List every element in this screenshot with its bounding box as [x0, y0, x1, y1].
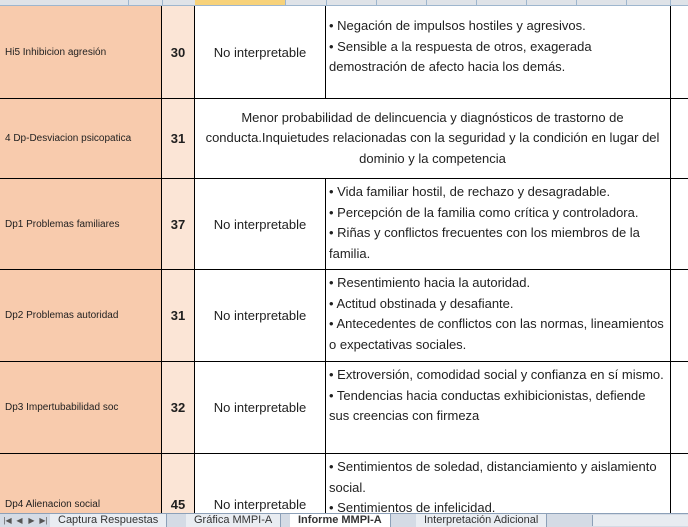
- column-header[interactable]: [0, 0, 129, 5]
- next-sheet-icon[interactable]: ▶: [28, 516, 35, 525]
- description-cell[interactable]: [326, 362, 670, 453]
- description-cell[interactable]: [326, 454, 670, 513]
- column-header-selected[interactable]: [195, 0, 246, 5]
- column-header[interactable]: [576, 0, 627, 5]
- column-header[interactable]: [285, 0, 327, 5]
- description-cell[interactable]: [326, 6, 670, 98]
- scale-name-cell[interactable]: Dp4 Alienacion social: [0, 454, 162, 513]
- horizontal-scrollbar[interactable]: [592, 515, 688, 526]
- interpretation-cell[interactable]: No interpretable: [195, 362, 326, 453]
- column-header-selected[interactable]: [245, 0, 286, 5]
- description-bullet: • Antecedentes de conflictos con las normas, lineamientos o expectativas sociales.: [329, 316, 664, 352]
- report-sheet: [0, 6, 688, 513]
- tab-informe-mmpi-a[interactable]: Informe MMPI-A: [290, 514, 391, 527]
- column-header[interactable]: [626, 0, 671, 5]
- description-bullet: • Vida familiar hostil, de rechazo y desagradable.: [329, 184, 611, 199]
- score-cell[interactable]: 31: [162, 99, 195, 178]
- score-cell[interactable]: 32: [162, 362, 195, 453]
- report-row: [0, 6, 688, 99]
- tab-grafica-mmpi-a[interactable]: Gráfica MMPI-A: [186, 514, 281, 527]
- score-cell[interactable]: 37: [162, 179, 195, 269]
- interpretation-cell[interactable]: No interpretable: [195, 6, 326, 98]
- description-bullet: • Percepción de la familia como crítica y controladora.: [329, 204, 639, 220]
- sheet-tab-bar: [0, 513, 688, 527]
- scale-name-cell[interactable]: Dp3 Impertubabilidad soc: [0, 362, 162, 453]
- report-row: [0, 454, 688, 513]
- column-header[interactable]: [128, 0, 163, 5]
- description-bullet: • Actitud obstinada y desafiante.: [329, 295, 514, 311]
- column-header[interactable]: [526, 0, 577, 5]
- column-header[interactable]: [162, 0, 196, 5]
- scale-name-cell[interactable]: Hi5 Inhibicion agresión: [0, 6, 162, 98]
- interpretation-cell[interactable]: No interpretable: [195, 454, 326, 513]
- description-bullet: • Resentimiento hacia la autoridad.: [329, 275, 531, 290]
- score-cell[interactable]: 30: [162, 6, 195, 98]
- description-bullet: • Sensible a la respuesta de otros, exagerada demostración de afecto hacia los demás.: [329, 38, 592, 74]
- column-header[interactable]: [326, 0, 377, 5]
- first-sheet-icon[interactable]: |◀: [3, 516, 12, 525]
- summary-cell[interactable]: Menor probabilidad de delincuencia y diagnósticos de trastorno de conducta.Inquietudes relacionadas con la seguridad y la condición en lugar del dominio y la competencia: [205, 109, 660, 166]
- description-bullet: • Sentimientos de soledad, distanciamiento y aislamiento social.: [329, 459, 657, 495]
- column-header[interactable]: [376, 0, 427, 5]
- interpretation-cell[interactable]: No interpretable: [195, 179, 326, 269]
- score-cell[interactable]: 45: [162, 454, 195, 513]
- prev-sheet-icon[interactable]: ◀: [16, 516, 23, 525]
- report-row: [0, 179, 688, 270]
- description-cell[interactable]: [326, 179, 670, 269]
- score-cell[interactable]: 31: [162, 270, 195, 361]
- column-header[interactable]: [476, 0, 527, 5]
- description-cell[interactable]: [326, 270, 670, 361]
- interpretation-cell[interactable]: No interpretable: [195, 270, 326, 361]
- tab-interpretacion-adicional[interactable]: Interpretación Adicional: [416, 514, 547, 527]
- report-row: [0, 99, 688, 179]
- last-sheet-icon[interactable]: ▶|: [39, 516, 48, 525]
- scale-name-cell[interactable]: Dp2 Problemas autoridad: [0, 270, 162, 361]
- tab-captura-respuestas[interactable]: Captura Respuestas: [50, 514, 167, 527]
- column-header[interactable]: [426, 0, 477, 5]
- report-row: [0, 362, 688, 454]
- scale-name-cell[interactable]: Dp1 Problemas familiares: [0, 179, 162, 269]
- description-bullet: • Extroversión, comodidad social y confianza en sí mismo.: [329, 367, 664, 382]
- scale-name-cell[interactable]: 4 Dp-Desviacion psicopatica: [0, 99, 162, 178]
- description-bullet: • Negación de impulsos hostiles y agresivos.: [329, 18, 586, 33]
- report-row: [0, 270, 688, 362]
- description-bullet: • Riñas y conflictos frecuentes con los miembros de la familia.: [329, 225, 640, 261]
- table-right-border: [670, 6, 671, 513]
- description-bullet: • Sentimientos de infelicidad.: [329, 500, 496, 513]
- description-bullet: • Tendencias hacia conductas exhibicionistas, defiende sus creencias con firmeza: [329, 387, 646, 423]
